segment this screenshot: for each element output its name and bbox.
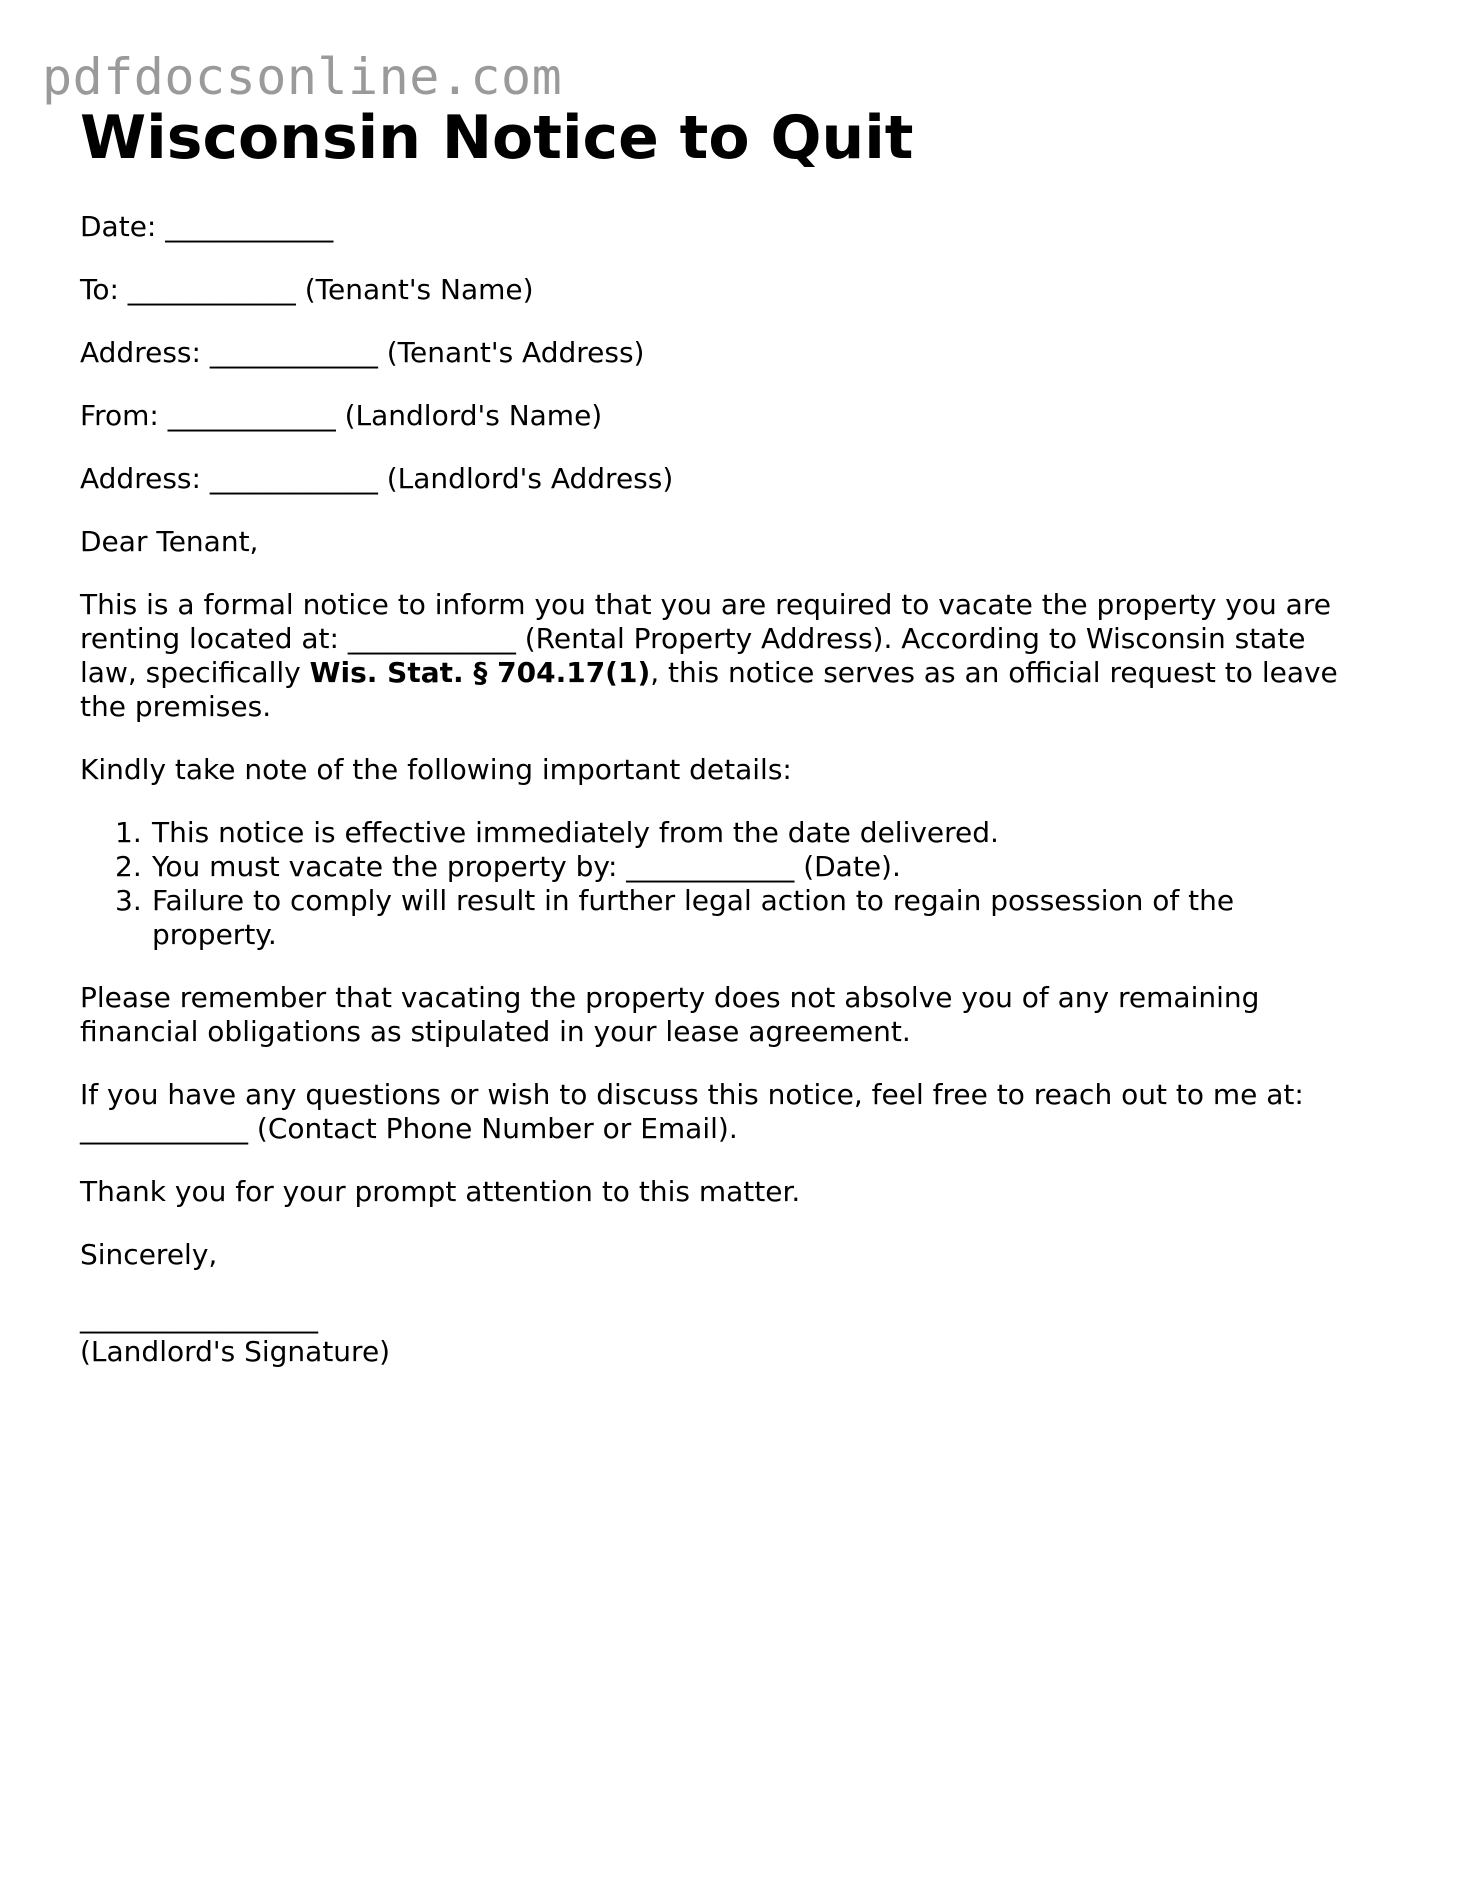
- intro-line-3: [80, 656, 1338, 690]
- landlord-address-field-line: Address: ____________ (Landlord's Address): [80, 462, 674, 495]
- list-item-number: 3.: [115, 884, 142, 917]
- closing: Sincerely,: [80, 1238, 218, 1271]
- intro-line-2: renting located at: ____________ (Rental Property Address). According to Wisconsin state: [80, 622, 1306, 655]
- to-field-line: To: ____________ (Tenant's Name): [80, 273, 534, 306]
- intro-line-3-pre: law, specifically: [80, 656, 310, 689]
- list-item-number: 1.: [115, 816, 142, 849]
- list-item-number: 2.: [115, 850, 142, 883]
- list-item-text: This notice is effective immediately from the date delivered.: [152, 816, 999, 849]
- thanks-line: Thank you for your prompt attention to this matter.: [80, 1175, 801, 1208]
- salutation: Dear Tenant,: [80, 525, 259, 558]
- list-item-text: You must vacate the property by: ____________ (Date).: [152, 850, 901, 883]
- list-item-text-continued: property.: [152, 918, 277, 951]
- page-title: Wisconsin Notice to Quit: [80, 103, 914, 173]
- details-heading: Kindly take note of the following important details:: [80, 753, 792, 786]
- intro-line-3-post: , this notice serves as an official request to leave: [650, 656, 1338, 689]
- obligations-line-1: Please remember that vacating the property does not absolve you of any remaining: [80, 981, 1260, 1014]
- from-field-line: From: ____________ (Landlord's Name): [80, 399, 603, 432]
- statute-reference: Wis. Stat. § 704.17(1): [309, 656, 651, 689]
- intro-line-4: the premises.: [80, 690, 272, 723]
- contact-line-2: ____________ (Contact Phone Number or Email).: [80, 1112, 738, 1145]
- contact-line-1: If you have any questions or wish to discuss this notice, feel free to reach out to me at:: [80, 1078, 1304, 1111]
- signature-line: _________________: [80, 1301, 318, 1334]
- intro-line-1: This is a formal notice to inform you that you are required to vacate the property you are: [80, 588, 1331, 621]
- obligations-line-2: financial obligations as stipulated in your lease agreement.: [80, 1015, 911, 1048]
- list-item-text: Failure to comply will result in further legal action to regain possession of the: [152, 884, 1235, 917]
- watermark: pdfdocsonline.com: [42, 48, 563, 106]
- date-field-line: Date: ____________: [80, 210, 334, 243]
- tenant-address-field-line: Address: ____________ (Tenant's Address): [80, 336, 645, 369]
- signature-caption: (Landlord's Signature): [80, 1335, 391, 1368]
